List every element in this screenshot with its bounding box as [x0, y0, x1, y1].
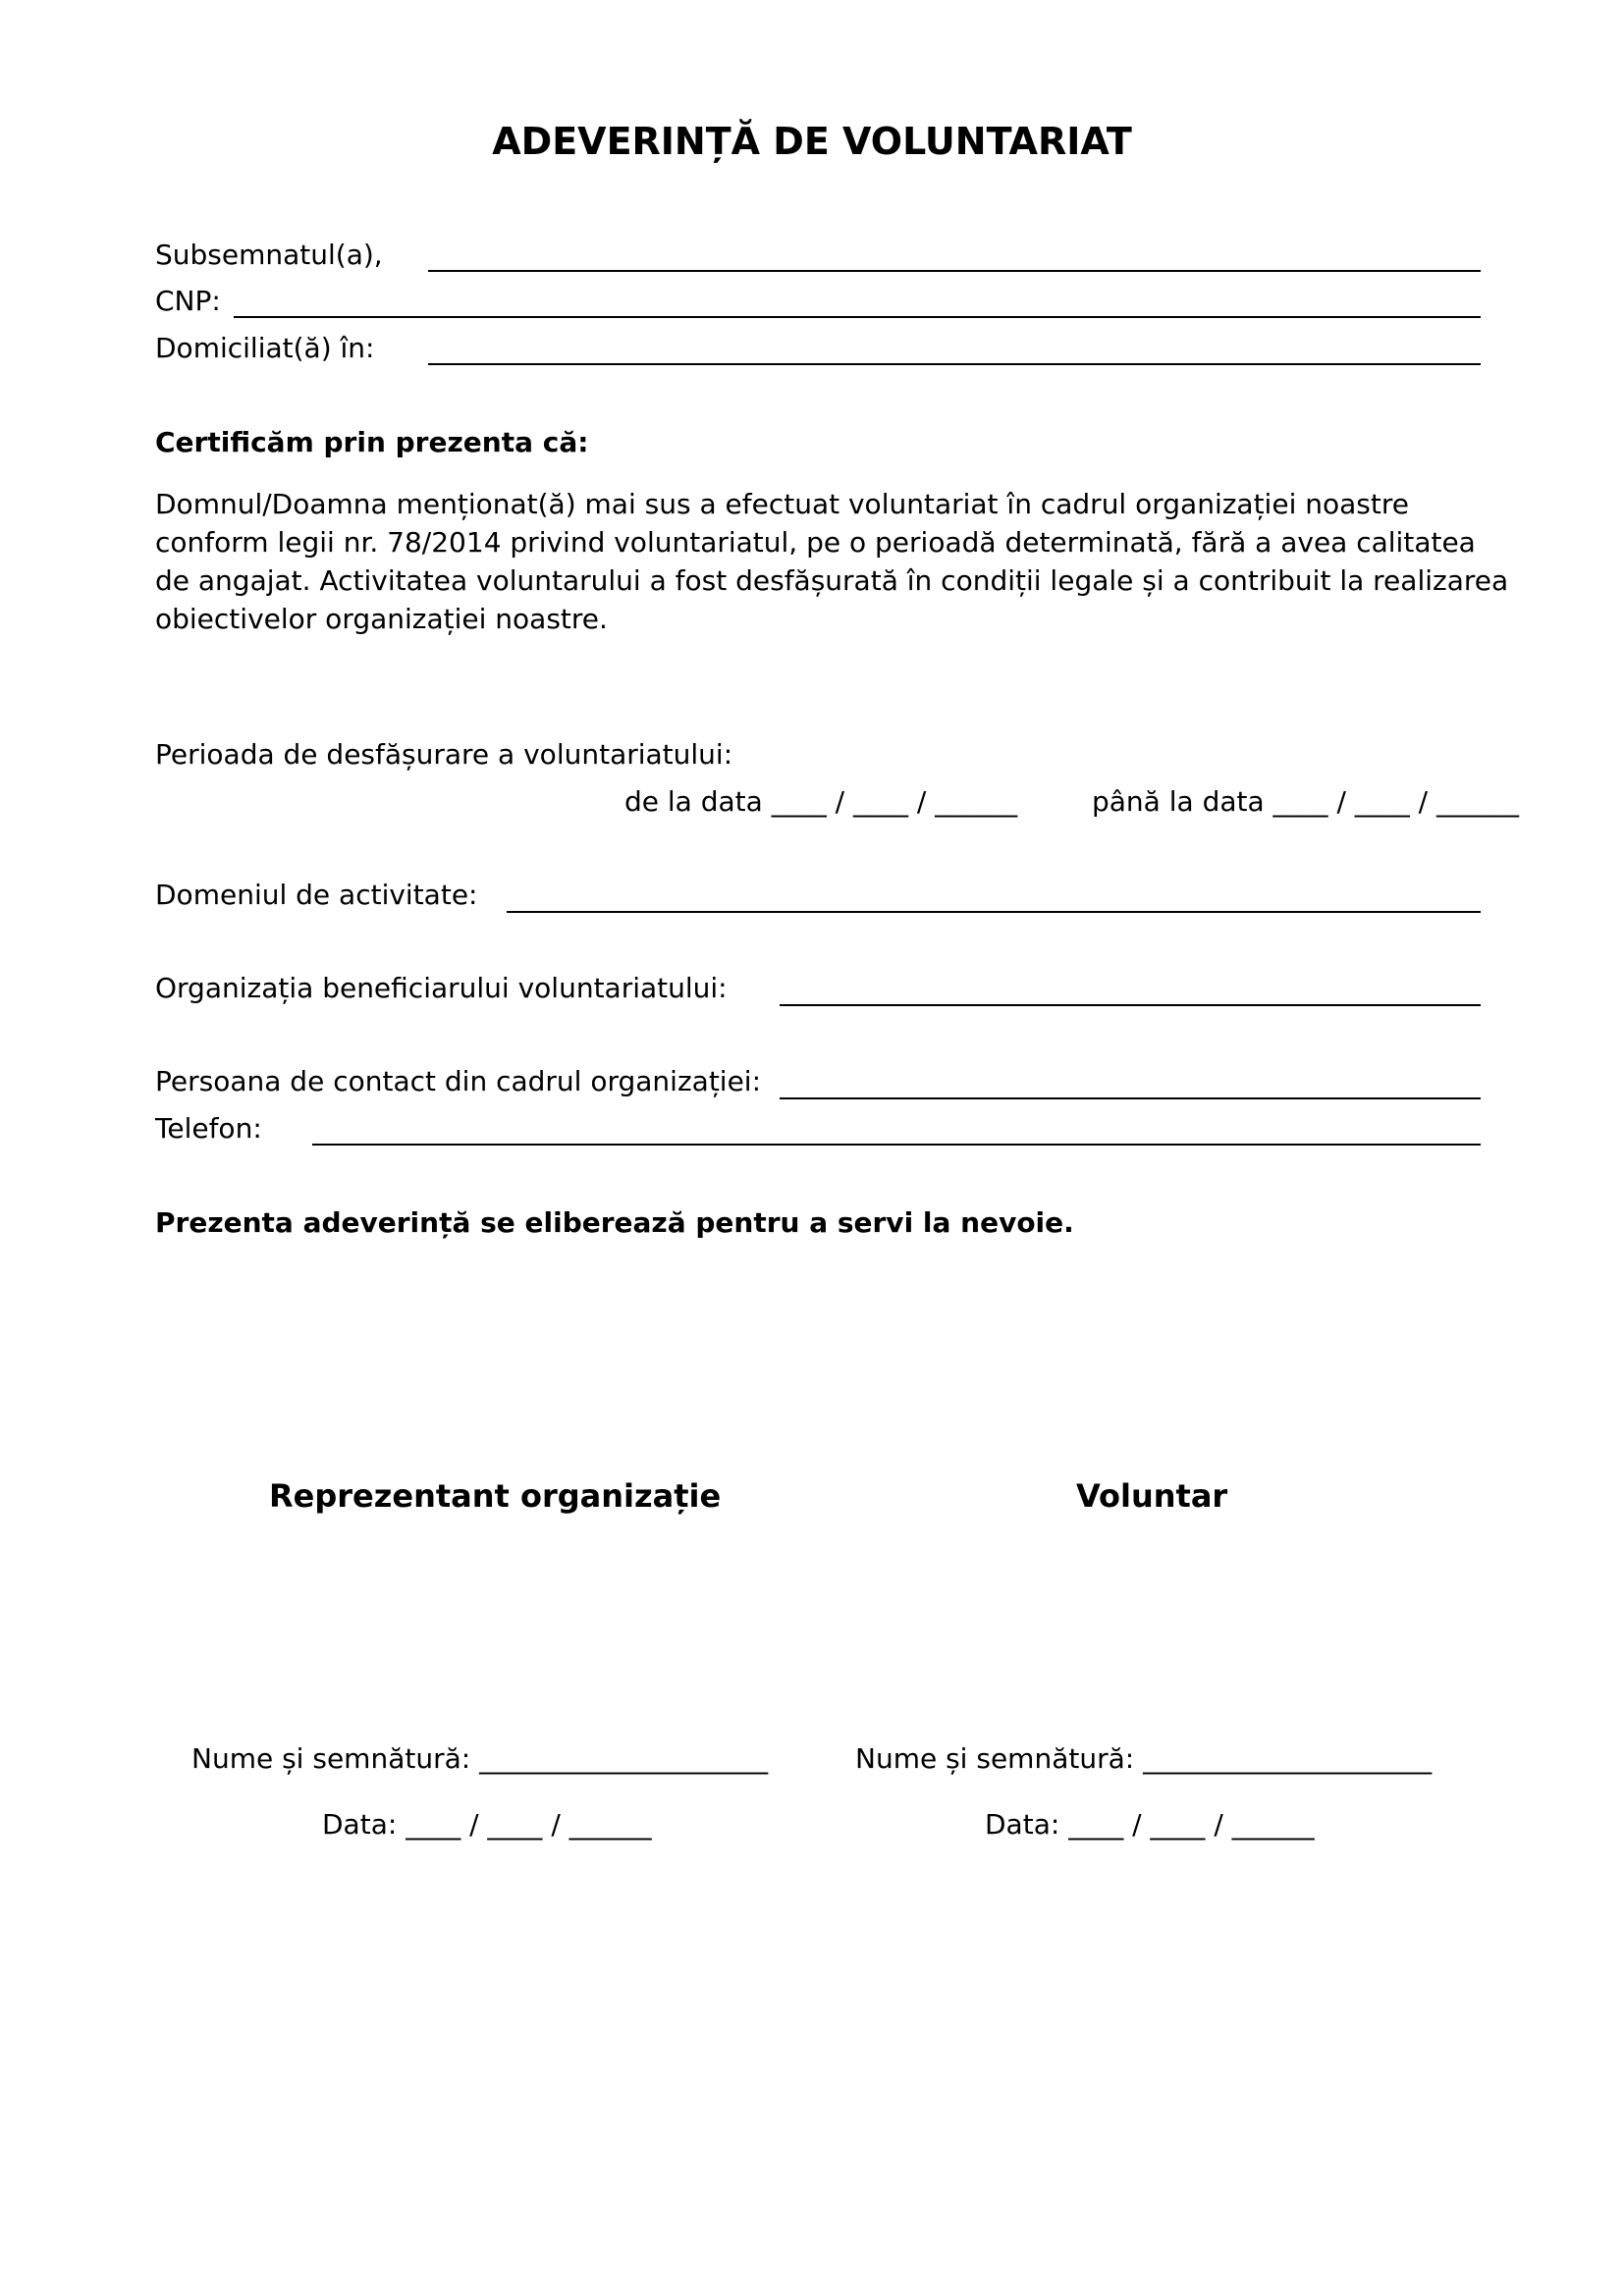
volunteer-date: Data: ____ / ____ / ______: [985, 1808, 1315, 1841]
org-rep-heading: Reprezentant organizație: [269, 1477, 722, 1515]
phone-line[interactable]: [312, 1144, 1481, 1146]
volunteer-name-signature: Nume și semnătură: _____________________: [855, 1742, 1433, 1775]
domain-label: Domeniul de activitate:: [155, 879, 478, 911]
subsemnatul-line[interactable]: [428, 270, 1481, 272]
beneficiary-line[interactable]: [780, 1004, 1481, 1006]
cnp-line[interactable]: [234, 316, 1481, 318]
subsemnatul-label: Subsemnatul(a),: [155, 239, 383, 271]
period-label: Perioada de desfășurare a voluntariatului:: [155, 738, 733, 771]
period-to: până la data ____ / ____ / ______: [1092, 785, 1520, 818]
domiciliat-label: Domiciliat(ă) în:: [155, 332, 375, 364]
contact-line[interactable]: [780, 1097, 1481, 1099]
domiciliat-line[interactable]: [428, 363, 1481, 365]
phone-label: Telefon:: [155, 1112, 262, 1145]
org-name-signature: Nume și semnătură: _____________________: [191, 1742, 769, 1775]
closing-statement: Prezenta adeverință se eliberează pentru a servi la nevoie.: [155, 1206, 1074, 1239]
certification-paragraph: Domnul/Doamna menționat(ă) mai sus a efectuat voluntariat în cadrul organizației noastre conform legii nr. 78/2014 privind voluntariatul, pe o perioadă determinată, fără a avea calitatea de angajat. Activitatea voluntarului a fost desfășurată în condiții legale și a contribuit la realizarea obiectivelor organizației noastre.: [155, 488, 1509, 635]
certification-heading: Certificăm prin prezenta că:: [155, 426, 589, 458]
cnp-label: CNP:: [155, 285, 221, 317]
contact-label: Persoana de contact din cadrul organizației:: [155, 1065, 762, 1097]
document-title: ADEVERINȚĂ DE VOLUNTARIAT: [492, 120, 1132, 163]
volunteer-heading: Voluntar: [1076, 1477, 1228, 1515]
domain-line[interactable]: [507, 911, 1481, 913]
org-date: Data: ____ / ____ / ______: [322, 1808, 652, 1841]
beneficiary-label: Organizația beneficiarului voluntariatului:: [155, 972, 728, 1004]
period-from: de la data ____ / ____ / ______: [624, 785, 1018, 818]
